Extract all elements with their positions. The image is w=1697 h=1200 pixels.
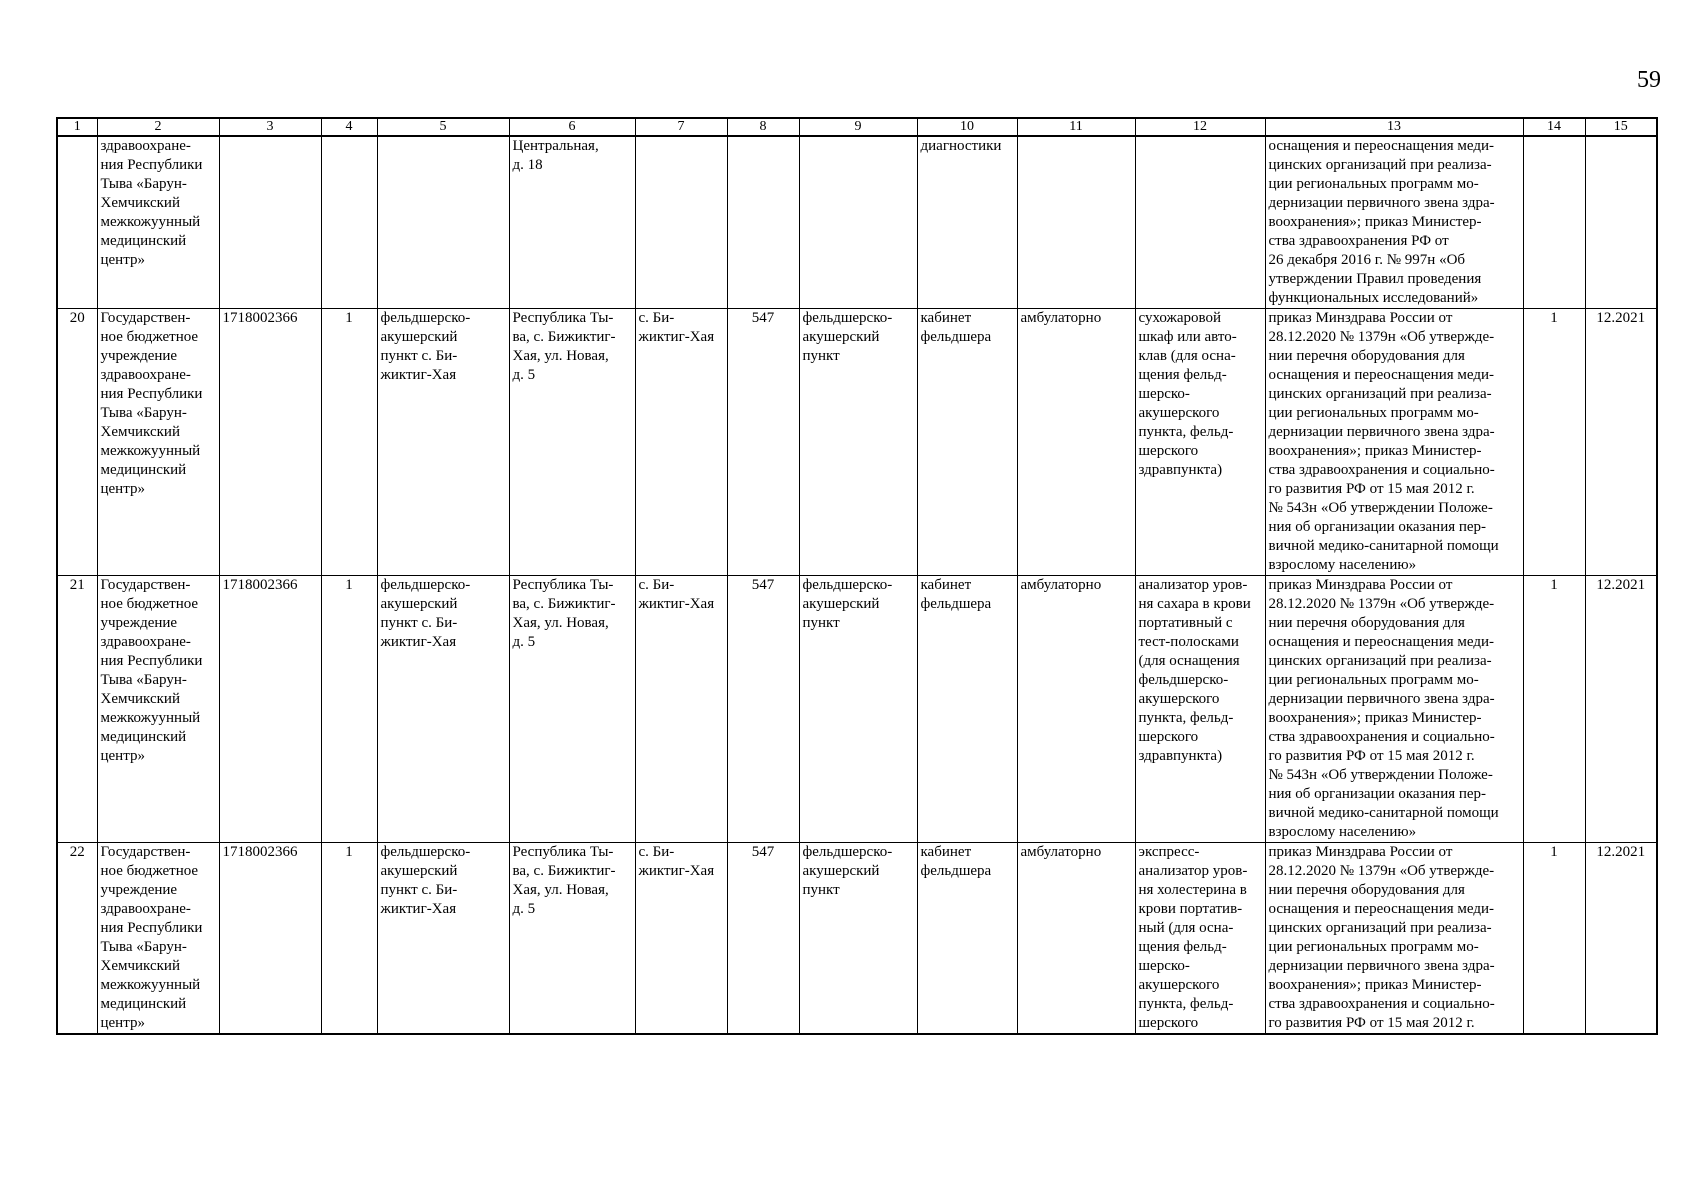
column-header: 4 [321,118,377,136]
cell-address: Центральная, д. 18 [509,136,635,309]
table-row [57,576,1657,843]
cell-cabinet: кабинет фельдшера [917,576,1017,843]
cell-equipment [1135,136,1265,309]
cell-legal-basis: приказ Минздрава России от 28.12.2020 № 1379н «Об утвержде- нии перечня оборудования для оснащения и переоснащения меди- цинских организаций при реализа- ции региональных программ мо- дернизации первичного звена здра- воохранения»; приказ Министер- ства здравоохранения и социально- го развития РФ от 15 мая 2012 г. № 543н «Об утверждении Положе- ния об организации оказания пер- вичной медико-санитарной помощи взрослому населению» [1265,576,1523,843]
column-header: 12 [1135,118,1265,136]
cell-inn [219,136,321,309]
cell-equipment: анализатор уров- ня сахара в крови портативный с тест-полосками (для оснащения фельдшерско- акушерского пункта, фельд- шерского здравпункта) [1135,576,1265,843]
cell-date: 12.2021 [1585,843,1657,1035]
cell-date [1585,136,1657,309]
cell-unit-type [799,136,917,309]
column-header: 9 [799,118,917,136]
cell-facility: фельдшерско- акушерский пункт с. Би- жиктиг-Хая [377,576,509,843]
cell-date: 12.2021 [1585,576,1657,843]
table-header-row [57,118,1657,136]
cell-unit-type: фельдшерско- акушерский пункт [799,309,917,576]
cell-cabinet: кабинет фельдшера [917,309,1017,576]
cell-address: Республика Ты- ва, с. Бижиктиг- Хая, ул. Новая, д. 5 [509,576,635,843]
cell-quantity: 1 [1523,309,1585,576]
column-header: 10 [917,118,1017,136]
cell-inn: 1718002366 [219,576,321,843]
cell-organization: Государствен- ное бюджетное учреждение здравоохране- ния Республики Тыва «Барун- Хемчикский межкожуунный медицинский центр» [97,309,219,576]
cell-cabinet: диагностики [917,136,1017,309]
cell-settlement [635,136,727,309]
column-header: 13 [1265,118,1523,136]
cell-cabinet: кабинет фельдшера [917,843,1017,1035]
cell-population [727,136,799,309]
table-row [57,309,1657,576]
cell-population: 547 [727,576,799,843]
cell-quantity: 1 [1523,576,1585,843]
cell-care-mode: амбулаторно [1017,576,1135,843]
cell-population: 547 [727,309,799,576]
cell-number: 20 [57,309,97,576]
cell-facility: фельдшерско- акушерский пункт с. Би- жиктиг-Хая [377,843,509,1035]
cell-col4: 1 [321,309,377,576]
column-header: 1 [57,118,97,136]
cell-settlement: с. Би- жиктиг-Хая [635,576,727,843]
cell-unit-type: фельдшерско- акушерский пункт [799,843,917,1035]
cell-equipment: сухожаровой шкаф или авто- клав (для осна- щения фельд- шерско- акушерского пункта, фельд- шерского здравпункта) [1135,309,1265,576]
column-header: 8 [727,118,799,136]
cell-settlement: с. Би- жиктиг-Хая [635,843,727,1035]
cell-population: 547 [727,843,799,1035]
cell-organization: Государствен- ное бюджетное учреждение здравоохране- ния Республики Тыва «Барун- Хемчикский межкожуунный медицинский центр» [97,576,219,843]
cell-settlement: с. Би- жиктиг-Хая [635,309,727,576]
cell-number: 22 [57,843,97,1035]
cell-inn: 1718002366 [219,309,321,576]
registry-table [56,117,1658,1035]
cell-address: Республика Ты- ва, с. Бижиктиг- Хая, ул. Новая, д. 5 [509,843,635,1035]
cell-legal-basis: приказ Минздрава России от 28.12.2020 № 1379н «Об утвержде- нии перечня оборудования для оснащения и переоснащения меди- цинских организаций при реализа- ции региональных программ мо- дернизации первичного звена здра- воохранения»; приказ Министер- ства здравоохранения и социально- го развития РФ от 15 мая 2012 г. [1265,843,1523,1035]
cell-unit-type: фельдшерско- акушерский пункт [799,576,917,843]
cell-care-mode: амбулаторно [1017,843,1135,1035]
column-header: 15 [1585,118,1657,136]
cell-col4 [321,136,377,309]
column-header: 11 [1017,118,1135,136]
cell-organization: Государствен- ное бюджетное учреждение здравоохране- ния Республики Тыва «Барун- Хемчикский межкожуунный медицинский центр» [97,843,219,1035]
cell-equipment: экспресс- анализатор уров- ня холестерина в крови портатив- ный (для осна- щения фельд- шерско- акушерского пункта, фельд- шерского [1135,843,1265,1035]
cell-quantity: 1 [1523,843,1585,1035]
cell-facility [377,136,509,309]
column-header: 14 [1523,118,1585,136]
cell-date: 12.2021 [1585,309,1657,576]
cell-address: Республика Ты- ва, с. Бижиктиг- Хая, ул. Новая, д. 5 [509,309,635,576]
column-header: 5 [377,118,509,136]
cell-col4: 1 [321,576,377,843]
cell-number: 21 [57,576,97,843]
cell-number [57,136,97,309]
cell-quantity [1523,136,1585,309]
cell-care-mode [1017,136,1135,309]
column-header: 2 [97,118,219,136]
cell-inn: 1718002366 [219,843,321,1035]
column-header: 6 [509,118,635,136]
cell-legal-basis: оснащения и переоснащения меди- цинских организаций при реализа- ции региональных программ мо- дернизации первичного звена здра- воохранения»; приказ Министер- ства здравоохранения РФ от 26 декабря 2016 г. № 997н «Об утверждении Правил проведения функциональных исследований» [1265,136,1523,309]
page-number: 59 [1637,67,1661,93]
table-row-continuation [57,136,1657,309]
cell-organization: здравоохране- ния Республики Тыва «Барун- Хемчикский межкожуунный медицинский центр» [97,136,219,309]
cell-facility: фельдшерско- акушерский пункт с. Би- жиктиг-Хая [377,309,509,576]
table-row [57,843,1657,1035]
cell-care-mode: амбулаторно [1017,309,1135,576]
cell-legal-basis: приказ Минздрава России от 28.12.2020 № 1379н «Об утвержде- нии перечня оборудования для оснащения и переоснащения меди- цинских организаций при реализа- ции региональных программ мо- дернизации первичного звена здра- воохранения»; приказ Министер- ства здравоохранения и социально- го развития РФ от 15 мая 2012 г. № 543н «Об утверждении Положе- ния об организации оказания пер- вичной медико-санитарной помощи взрослому населению» [1265,309,1523,576]
cell-col4: 1 [321,843,377,1035]
column-header: 3 [219,118,321,136]
column-header: 7 [635,118,727,136]
